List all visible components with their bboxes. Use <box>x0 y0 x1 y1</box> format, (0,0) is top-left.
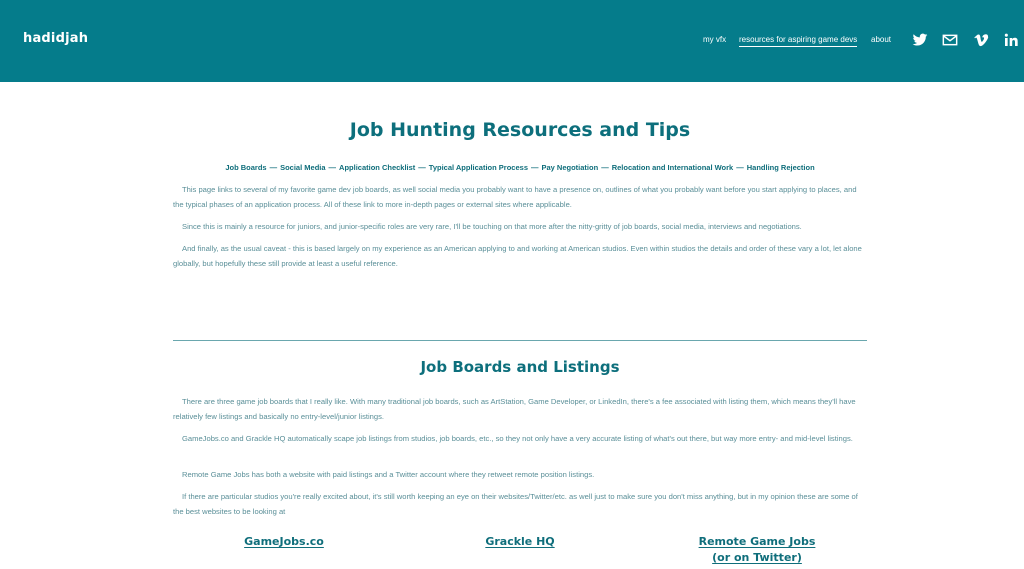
twitter-icon[interactable] <box>912 32 928 48</box>
gamejobs-link[interactable]: GameJobs.co <box>244 535 324 548</box>
toc-separator: — <box>418 163 426 172</box>
toc-pay-negotiation-link[interactable]: Pay Negotiation <box>541 163 599 172</box>
mail-icon[interactable] <box>942 32 958 48</box>
toc-social-media-link[interactable]: Social Media <box>280 163 326 172</box>
site-brand-link[interactable]: hadidjah <box>23 31 89 46</box>
page-title: Job Hunting Resources and Tips <box>349 119 691 141</box>
nav-my-vfx[interactable]: my vfx <box>703 35 727 44</box>
remote-game-jobs-twitter-label: (or on Twitter) <box>712 551 802 564</box>
page-content <box>0 82 1024 569</box>
toc-separator: — <box>601 163 609 172</box>
section-paragraph: There are three game job boards that I really like. With many traditional job boards, such as ArtStation, Game Developer, or LinkedIn, there's a fee associated with listing them, which means they'll have relatively few listings and basically no entry-level/junior listings. <box>173 397 856 421</box>
intro-paragraph: Since this is mainly a resource for juniors, and junior-specific roles are very rare, I'll be touching on that more after the nitty-gritty of job boards, social media, interviews and negotiations. <box>182 222 802 231</box>
toc-separator: — <box>269 163 278 172</box>
toc-relocation-link[interactable]: Relocation and International Work <box>611 163 734 172</box>
section-divider <box>173 340 867 341</box>
table-of-contents <box>0 163 1024 172</box>
vimeo-icon[interactable] <box>973 32 989 48</box>
remote-game-jobs-link[interactable] <box>697 534 817 566</box>
site-header <box>0 0 1024 82</box>
section-title: Job Boards and Listings <box>420 358 620 376</box>
toc-job-boards-link[interactable]: Job Boards <box>225 163 267 172</box>
toc-separator: — <box>736 163 744 172</box>
linkedin-icon[interactable] <box>1003 32 1019 48</box>
toc-separator: — <box>531 163 539 172</box>
toc-application-checklist-link[interactable]: Application Checklist <box>339 163 416 172</box>
main-nav <box>0 35 1024 49</box>
nav-resources[interactable]: resources for aspiring game devs <box>739 35 857 47</box>
section-paragraph: GameJobs.co and Grackle HQ automatically scape job listings from studios, job boards, etc., so they not only have a very accurate listing of what's out there, but way more entry- and mid-level listings. <box>182 434 853 443</box>
toc-handling-rejection-link[interactable]: Handling Rejection <box>746 163 815 172</box>
section-paragraph: Remote Game Jobs has both a website with paid listings and a Twitter account where they retweet remote position listings. <box>182 470 595 479</box>
toc-separator: — <box>328 163 337 172</box>
section-paragraph: If there are particular studios you're really excited about, it's still worth keeping an eye on their websites/Twitter/etc. as well just to make sure you don't miss anything, but in my opinion these are some of the best websites to be looking at <box>173 492 858 516</box>
intro-paragraph: And finally, as the usual caveat - this is based largely on my experience as an American applying to and working at American studios. Even within studios the details and order of these vary a lot, let alone globally, but hopefully these still provide at least a useful reference. <box>173 244 862 268</box>
nav-about[interactable]: about <box>871 35 892 44</box>
toc-typical-application-process-link[interactable]: Typical Application Process <box>428 163 528 172</box>
grackle-hq-link[interactable]: Grackle HQ <box>485 535 555 548</box>
intro-paragraph: This page links to several of my favorite game dev job boards, as well social media you probably want to have a presence on, outlines of what you probably want before you start applying to places, and the typical phases of an application process. All of these link to more in-depth pages or external sites where applicable. <box>173 185 857 209</box>
remote-game-jobs-label: Remote Game Jobs <box>698 535 816 548</box>
